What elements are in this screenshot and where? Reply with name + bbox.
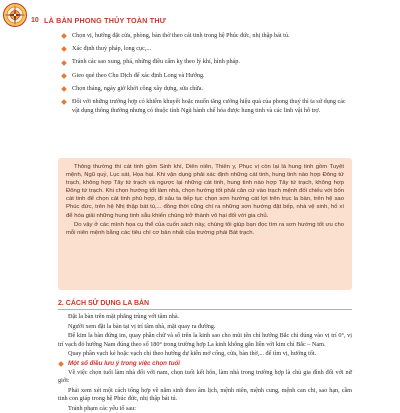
list-item-text: Tránh các sao xung, phá, những điều cấm kỵ theo lý khí, hình pháp.	[72, 58, 240, 66]
list-item-text: Chọn tháng, ngày giờ khởi công xây dựng, sửa chữa.	[72, 84, 204, 92]
diamond-bullet-icon	[61, 60, 67, 66]
section-divider	[58, 309, 352, 310]
compass-rose-icon	[2, 2, 28, 28]
body-paragraph: Đặt la bàn trên mặt phẳng trùng với tâm nhà.	[68, 313, 180, 320]
list-item-text: Chọn vị, hướng đặt cửa, phòng, bàn thờ theo cát tinh trong hệ Phúc đức, nhị thập bát tú.	[72, 32, 290, 39]
list-item-text: Xác định thuỷ pháp, long cục,...	[72, 45, 152, 53]
list-item-text: Đối với những trường hợp có khiếm khuyết hoặc muốn tăng cường hiệu quả của phong thuỷ thì ta sử dụng các vật dụng thông thường nhưng có thuộc tính Ngũ hành chế hóa được hung tinh và các linh vật hỗ trợ.	[72, 97, 346, 114]
diamond-bullet-icon	[61, 73, 67, 79]
list-item	[62, 98, 352, 115]
list-item	[62, 85, 352, 94]
diamond-bullet-icon	[58, 361, 64, 367]
list-item	[62, 32, 352, 41]
section-body	[58, 313, 352, 413]
body-paragraph: Tránh phạm các yếu tố sau:	[68, 405, 136, 412]
body-paragraph: Người xem đặt la bàn tại vị trí tâm nhà, mặt quay ra đường.	[68, 322, 216, 330]
body-paragraph: Để kim la bàn đứng im, quay phần chữ và số trên la kinh sao cho mũi tên chỉ hướng Bắc chỉ đúng vào vị trí 0°, vị trí vạch đỏ hướng Nam đúng theo số 180° trong trường hợp La kinh không gắn liền với kim chỉ Bắc – Nam.	[58, 332, 352, 348]
diamond-bullet-icon	[61, 47, 67, 53]
page-number: 10	[31, 17, 39, 24]
book-title: LÀ BÀN PHONG THỦY TOÀN THƯ	[44, 16, 166, 25]
diamond-bullet-icon	[61, 33, 67, 39]
diamond-bullet-icon	[61, 99, 67, 105]
list-item	[62, 58, 352, 67]
bullet-list	[62, 32, 352, 120]
diamond-bullet-icon	[61, 86, 67, 92]
body-paragraph: Về việc chọn tuổi làm nhà đối với nam, chọn tuổi kết hôn, làm nhà trong trường hợp là chủ gia đình đối với nữ giới:	[58, 369, 352, 385]
list-item	[62, 45, 352, 54]
section-heading: 2. CÁCH SỬ DỤNG LA BÀN	[58, 300, 150, 307]
highlight-note-box	[58, 158, 352, 290]
body-paragraph: Quay phần vạch kẻ hoặc vạch chỉ theo hướng dự kiến mở cổng, cửa, bàn thờ,... để tìm vị, hướng tốt.	[68, 350, 317, 358]
note-paragraph: Thông thường thì cát tinh gồm Sinh khí, Diên niên, Thiên y, Phục vị còn lại là hung tinh gồm Tuyệt mệnh, Ngũ quỷ, Lục sát, Họa hại. Khi vận dụng phải xác định những cát tinh, hung tinh nào hợp Đông tứ trạch, không hợp Tây tứ trạch và ngược lại những cát tinh, hung tinh nào hợp Tây tứ trạch, không hợp Đông tứ trạch. Khi chọn hướng tốt làm nhà, chọn hướng tốt phải căn cứ vào trạch mệnh đối chiếu với bốn cát tinh để chọn cát tinh phù hợp, đi sâu ta tiếp tục chọn sơn hướng cát lợi trên trục la bàn, trên hệ sao Phúc đức, trên hệ Nhị thập bát tú,... đồng thời cũng chí ra những sơn hướng đặt bếp, nhà vệ sinh, hố xí để hóa giải những hung tinh sẵu khiến chúng trở thành vô hại đối với gia chủ.	[66, 164, 344, 219]
subsection-heading-text: Một số điều lưu ý trong việc chọn tuổi	[68, 359, 181, 367]
list-item	[62, 72, 352, 81]
body-paragraph: Phải xem xét một cách tổng hợp về năm sinh theo âm lịch, mệnh niên, mệnh cung, mệnh can chi, sao hạn, cầm tinh con giáp trong hệ Phúc đức, nhị thập bát tú.	[58, 387, 352, 403]
list-item-text: Gieo quẻ theo Chu Dịch để xác định Long và Hướng.	[72, 71, 205, 79]
subsection-heading	[58, 360, 352, 368]
note-paragraph: Do vậy ở các mình họa cụ thể của cuốn sách này, chúng tôi giúp bạn đọc tìm ra sơn hướng tốt ưu cho mỗi niên mệnh bằng các tiêu chí cơ bản nhất của trường phái Bát trạch.	[66, 221, 344, 236]
